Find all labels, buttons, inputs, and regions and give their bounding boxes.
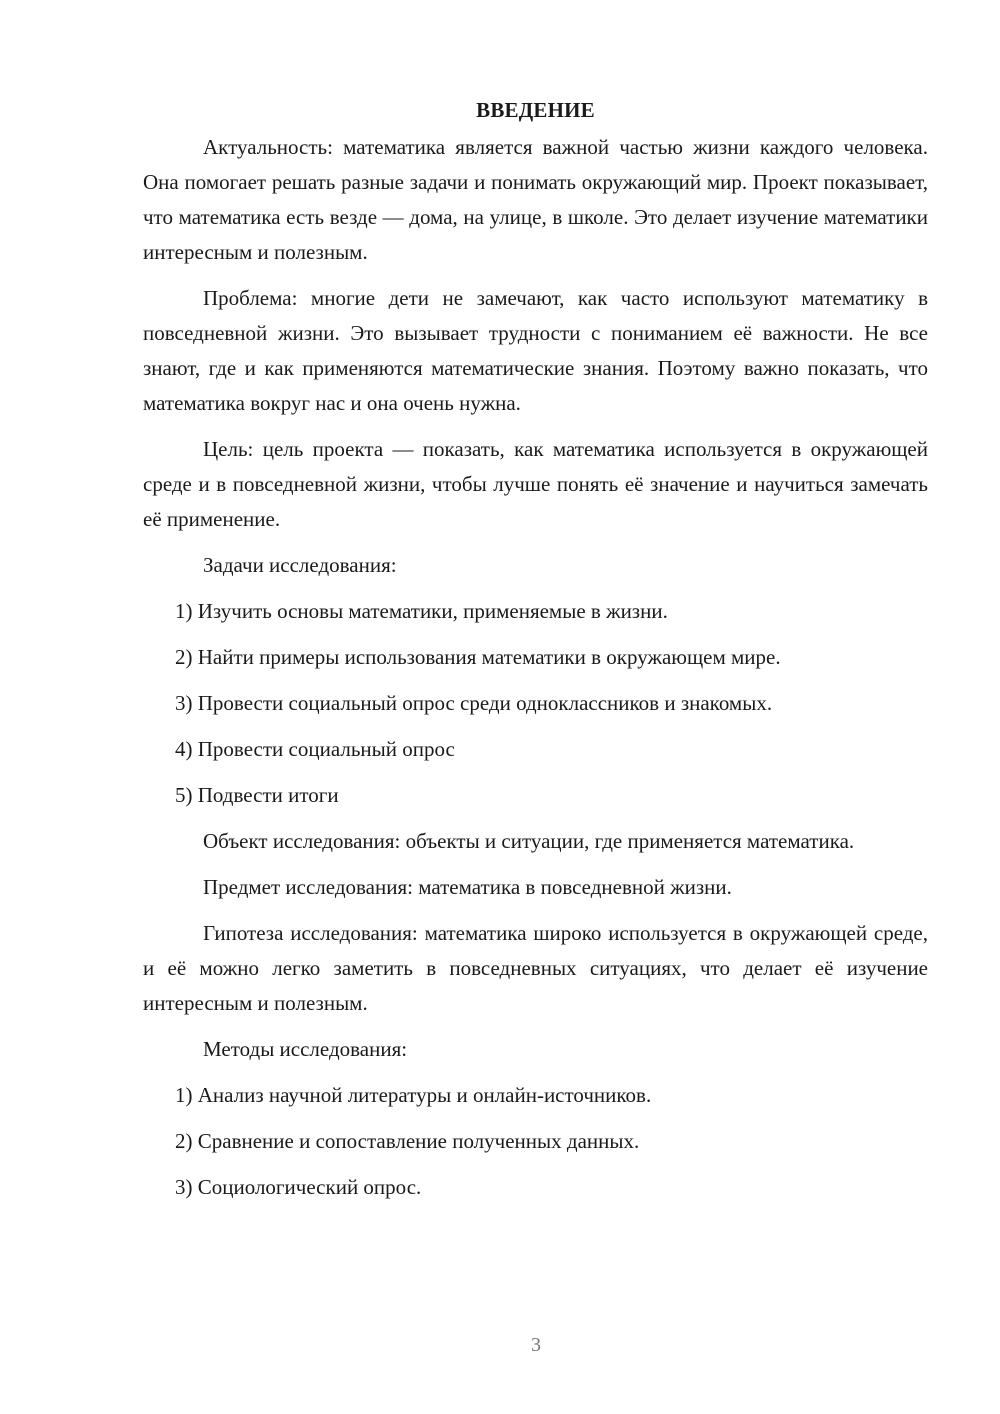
object-paragraph: Объект исследования: объекты и ситуации, где применяется математика. bbox=[203, 829, 855, 853]
problem-paragraph: Проблема: многие дети не замечают, как часто используют математику в повседневной жизни. Это вызывает трудности с пониманием её важности. Не все знают, где и как применяются математические знания. Поэтому важно показать, что математика вокруг нас и она очень нужна. bbox=[143, 286, 928, 415]
tasks-heading: Задачи исследования: bbox=[203, 553, 397, 577]
goal-paragraph: Цель: цель проекта — показать, как математика используется в окружающей среде и в повседневной жизни, чтобы лучше понять её значение и научиться замечать её применение. bbox=[143, 437, 928, 531]
methods-list bbox=[143, 1078, 928, 1205]
page-number: 3 bbox=[531, 1334, 541, 1356]
task-item: 2) Найти примеры использования математики в окружающем мире. bbox=[175, 645, 781, 669]
relevance-paragraph: Актуальность: математика является важной частью жизни каждого человека. Она помогает решать разные задачи и понимать окружающий мир. Проект показывает, что математика есть везде — дома, на улице, в школе. Это делает изучение математики интересным и полезным. bbox=[143, 135, 928, 264]
task-item: 4) Провести социальный опрос bbox=[175, 737, 455, 761]
hypothesis-paragraph: Гипотеза исследования: математика широко используется в окружающей среде, и её можно легко заметить в повседневных ситуациях, что делает её изучение интересным и полезным. bbox=[143, 921, 928, 1015]
method-item: 1) Анализ научной литературы и онлайн-источников. bbox=[175, 1083, 652, 1107]
section-title: ВВЕДЕНИЕ bbox=[476, 98, 595, 122]
methods-heading: Методы исследования: bbox=[203, 1037, 408, 1061]
task-item: 5) Подвести итоги bbox=[175, 783, 339, 807]
subject-paragraph: Предмет исследования: математика в повседневной жизни. bbox=[203, 875, 732, 899]
task-item: 1) Изучить основы математики, применяемые в жизни. bbox=[175, 599, 668, 623]
method-item: 2) Сравнение и сопоставление полученных данных. bbox=[175, 1129, 640, 1153]
page-content bbox=[143, 93, 928, 1216]
task-item: 3) Провести социальный опрос среди одноклассников и знакомых. bbox=[175, 691, 773, 715]
method-item: 3) Социологический опрос. bbox=[175, 1175, 422, 1199]
tasks-list bbox=[143, 594, 928, 813]
